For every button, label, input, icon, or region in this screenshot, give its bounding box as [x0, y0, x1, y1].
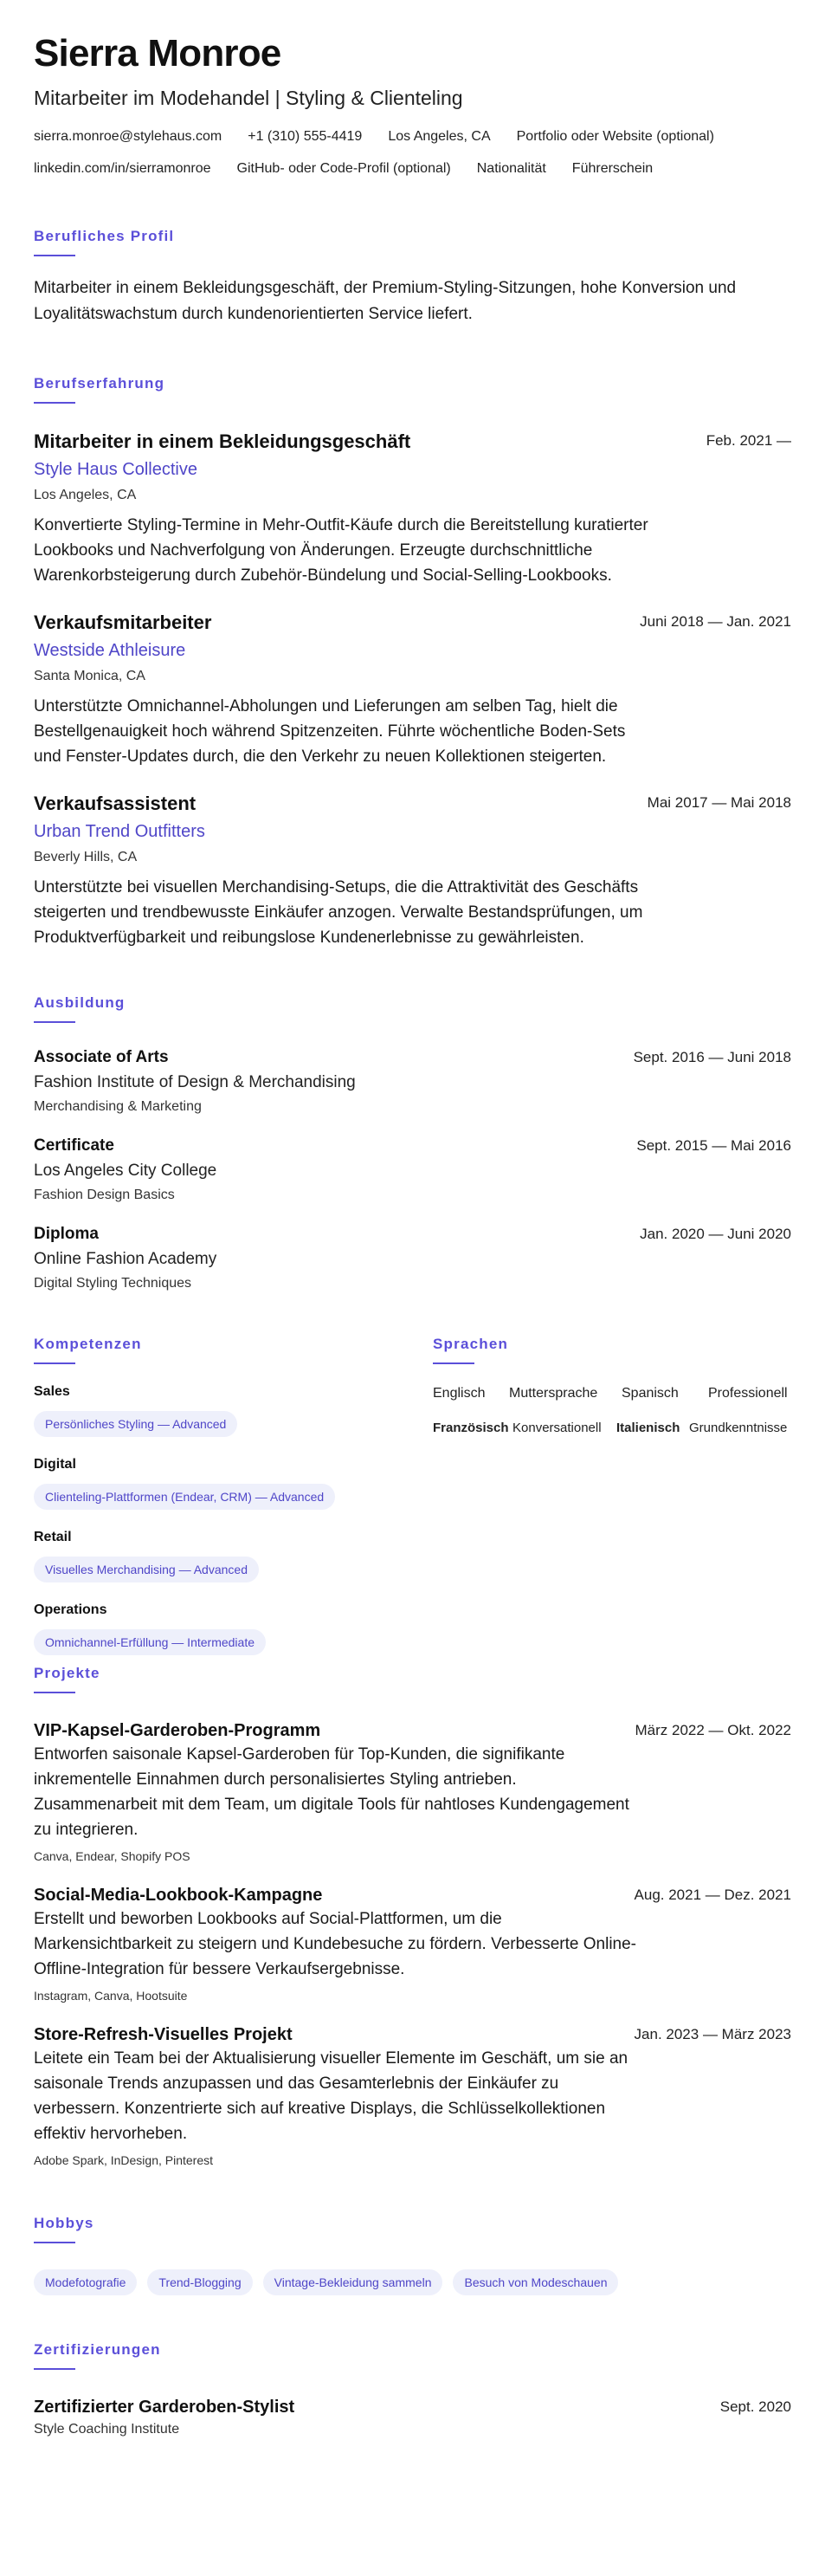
school: Fashion Institute of Design & Merchandising — [34, 1073, 356, 1091]
project-entry — [34, 2023, 791, 2169]
certification-entry — [34, 2396, 791, 2439]
contact-phone[interactable]: +1 (310) 555-4419 — [248, 129, 363, 144]
project-title: Social-Media-Lookbook-Kampagne — [34, 1886, 323, 1905]
contact-github[interactable]: GitHub- oder Code-Profil (optional) — [236, 161, 451, 176]
skill-chip: Clienteling-Plattformen (Endear, CRM) — Advanced — [34, 1484, 335, 1510]
project-tools: Adobe Spark, InDesign, Pinterest — [34, 2153, 214, 2167]
language-level: Professionell — [708, 1386, 788, 1401]
section-divider — [34, 255, 75, 256]
hobby-chip: Trend-Blogging — [147, 2269, 252, 2295]
skill-group — [34, 1529, 415, 1582]
job-description: Unterstützte bei visuellen Merchandising-Setups, die die Attraktivität des Geschäfts steigerten und trendbewusste Einkäufer anzogen. Verwalte Bestandsprüfungen, um Produktverfügbarkeit und reibungslose Kundenerlebnisse zu gewährleisten. — [34, 878, 643, 947]
section-divider — [34, 2368, 75, 2370]
section-divider — [34, 1021, 75, 1023]
job-dates: Mai 2017 — Mai 2018 — [647, 794, 791, 811]
experience-entry — [34, 430, 791, 588]
contact-location: Los Angeles, CA — [388, 129, 491, 144]
language-name: Französisch — [433, 1421, 509, 1435]
project-description: Leitete ein Team bei der Aktualisierung visueller Elemente im Geschäft, um sie an saisonale Trends anzupassen und das Gesamterlebnis der Einkäufer zu verbessern. Konzentrierte sich auf kreative Displays, die Schlüsselkollektionen effektiv hervorheben. — [34, 2049, 628, 2143]
education-entry — [34, 1047, 791, 1116]
degree: Certificate — [34, 1136, 114, 1155]
certification-issuer: Style Coaching Institute — [34, 2422, 180, 2437]
project-entry — [34, 1719, 791, 1865]
section-title-projects: Projekte — [34, 1665, 100, 1681]
education-entry — [34, 1224, 791, 1293]
section-title-languages: Sprachen — [433, 1336, 509, 1352]
section-title-experience: Berufserfahrung — [34, 375, 165, 392]
skill-chip: Visuelles Merchandising — Advanced — [34, 1557, 259, 1582]
contact-portfolio[interactable]: Portfolio oder Website (optional) — [516, 129, 714, 144]
job-description: Konvertierte Styling-Termine in Mehr-Outfit-Käufe durch die Bereitstellung kuratierter Lookbooks und Nachverfolgung von Änderungen. Erzeugte durchschnittliche Warenkorbsteigerung durch Zubehör-Bündelung und Social-Selling-Lookbooks. — [34, 516, 648, 585]
field-of-study: Fashion Design Basics — [34, 1188, 175, 1202]
profile-section — [34, 227, 791, 327]
job-description: Unterstützte Omnichannel-Abholungen und Lieferungen am selben Tag, hielt die Bestellgenauigkeit hoch während Spitzenzeiten. Führte wöchentliche Boden-Sets und Fenster-Updates durch, die den Verkehr zu neuen Kollektionen steigerten. — [34, 697, 626, 766]
language-name: Englisch — [433, 1386, 486, 1401]
contact-license: Führerschein — [571, 161, 654, 176]
job-dates: Feb. 2021 — — [706, 432, 791, 449]
project-tools: Canva, Endear, Shopify POS — [34, 1849, 190, 1863]
skill-chip: Omnichannel-Erfüllung — Intermediate — [34, 1629, 266, 1655]
section-title-certifications: Zertifizierungen — [34, 2341, 161, 2358]
skill-group — [34, 1456, 415, 1510]
school: Los Angeles City College — [34, 1162, 217, 1180]
experience-entry — [34, 611, 791, 769]
job-company: Style Haus Collective — [34, 460, 197, 479]
contact-row-2 — [34, 160, 791, 178]
hobby-chip: Modefotografie — [34, 2269, 137, 2295]
skill-group — [34, 1383, 415, 1437]
contact-email[interactable]: sierra.monroe@stylehaus.com — [34, 129, 222, 144]
job-dates: Juni 2018 — Jan. 2021 — [640, 613, 791, 630]
contact-row-1 — [34, 128, 791, 146]
job-location: Beverly Hills, CA — [34, 850, 138, 864]
section-divider — [34, 1362, 75, 1364]
projects-section — [34, 1664, 791, 2169]
education-dates: Sept. 2015 — Mai 2016 — [636, 1137, 791, 1154]
section-divider — [34, 2242, 75, 2243]
skill-group-label: Sales — [34, 1384, 70, 1399]
profile-summary: Mitarbeiter in einem Bekleidungsgeschäft, der Premium-Styling-Sitzungen, hohe Konversion und Loyalitätswachstum durch kundenorientierten Service liefert. — [34, 279, 737, 323]
job-title: Mitarbeiter in einem Bekleidungsgeschäft — [34, 430, 411, 452]
candidate-headline: Mitarbeiter im Modehandel | Styling & Clienteling — [34, 87, 463, 109]
certifications-section — [34, 2340, 791, 2439]
section-title-hobbies: Hobbys — [34, 2215, 94, 2231]
degree: Diploma — [34, 1225, 99, 1243]
job-location: Los Angeles, CA — [34, 488, 137, 502]
contact-linkedin[interactable]: linkedin.com/in/sierramonroe — [34, 161, 211, 176]
skill-group — [34, 1602, 415, 1655]
degree: Associate of Arts — [34, 1048, 169, 1066]
skills-section — [34, 1335, 415, 1655]
project-tools: Instagram, Canva, Hootsuite — [34, 1989, 188, 2003]
hobbies-section — [34, 2214, 791, 2295]
education-section — [34, 994, 791, 1293]
skills-languages-block — [34, 1335, 791, 1664]
job-title: Verkaufsmitarbeiter — [34, 612, 212, 633]
project-dates: Aug. 2021 — Dez. 2021 — [634, 1887, 791, 1903]
skill-group-label: Retail — [34, 1530, 72, 1544]
job-company: Westside Athleisure — [34, 641, 186, 660]
section-divider — [34, 1692, 75, 1693]
project-title: Store-Refresh-Visuelles Projekt — [34, 2025, 293, 2044]
language-level: Muttersprache — [509, 1386, 598, 1401]
field-of-study: Digital Styling Techniques — [34, 1276, 192, 1291]
field-of-study: Merchandising & Marketing — [34, 1099, 202, 1114]
job-company: Urban Trend Outfitters — [34, 822, 205, 841]
job-title: Verkaufsassistent — [34, 793, 197, 814]
project-description: Erstellt und beworben Lookbooks auf Social-Plattformen, um die Markensichtbarkeit zu steigern und Kundebesuche zu fördern. Verbesserte Online-Offline-Integration für bessere Verkaufsergebnisse. — [34, 1910, 637, 1978]
project-dates: März 2022 — Okt. 2022 — [635, 1722, 791, 1738]
job-location: Santa Monica, CA — [34, 669, 145, 683]
languages-section — [433, 1335, 791, 1439]
section-title-skills: Kompetenzen — [34, 1336, 142, 1352]
candidate-name: Sierra Monroe — [34, 32, 281, 74]
project-description: Entworfen saisonale Kapsel-Garderoben für Top-Kunden, die signifikante inkrementelle Einnahmen durch personalisiertes Styling antrieben. Zusammenarbeit mit dem Team, um digitale Tools für nahtloses Kundengagement zu integrieren. — [34, 1745, 629, 1839]
hobby-chip: Vintage-Bekleidung sammeln — [263, 2269, 443, 2295]
section-title-education: Ausbildung — [34, 994, 126, 1011]
education-dates: Sept. 2016 — Juni 2018 — [633, 1049, 791, 1065]
section-divider — [433, 1362, 474, 1364]
experience-entry — [34, 792, 791, 950]
resume-header — [34, 31, 791, 178]
education-dates: Jan. 2020 — Juni 2020 — [640, 1226, 791, 1242]
project-dates: Jan. 2023 — März 2023 — [634, 2026, 791, 2042]
hobby-chip: Besuch von Modeschauen — [453, 2269, 618, 2295]
project-title: VIP-Kapsel-Garderoben-Programm — [34, 1721, 321, 1740]
certification-title: Zertifizierter Garderoben-Stylist — [34, 2398, 295, 2417]
language-name: Italienisch — [616, 1421, 680, 1435]
contact-nationality: Nationalität — [476, 161, 546, 176]
experience-section — [34, 374, 791, 950]
section-divider — [34, 402, 75, 404]
skill-group-label: Operations — [34, 1602, 107, 1617]
education-entry — [34, 1136, 791, 1205]
language-level: Grundkenntnisse — [689, 1421, 788, 1435]
section-title-profile: Berufliches Profil — [34, 228, 175, 244]
skill-chip: Persönliches Styling — Advanced — [34, 1411, 237, 1437]
language-name: Spanisch — [622, 1386, 679, 1401]
language-level: Konversationell — [512, 1421, 602, 1435]
project-entry — [34, 1884, 791, 2004]
skill-group-label: Digital — [34, 1457, 76, 1472]
hobby-chip-list — [34, 2269, 791, 2295]
certification-date: Sept. 2020 — [719, 2398, 791, 2415]
school: Online Fashion Academy — [34, 1250, 217, 1268]
